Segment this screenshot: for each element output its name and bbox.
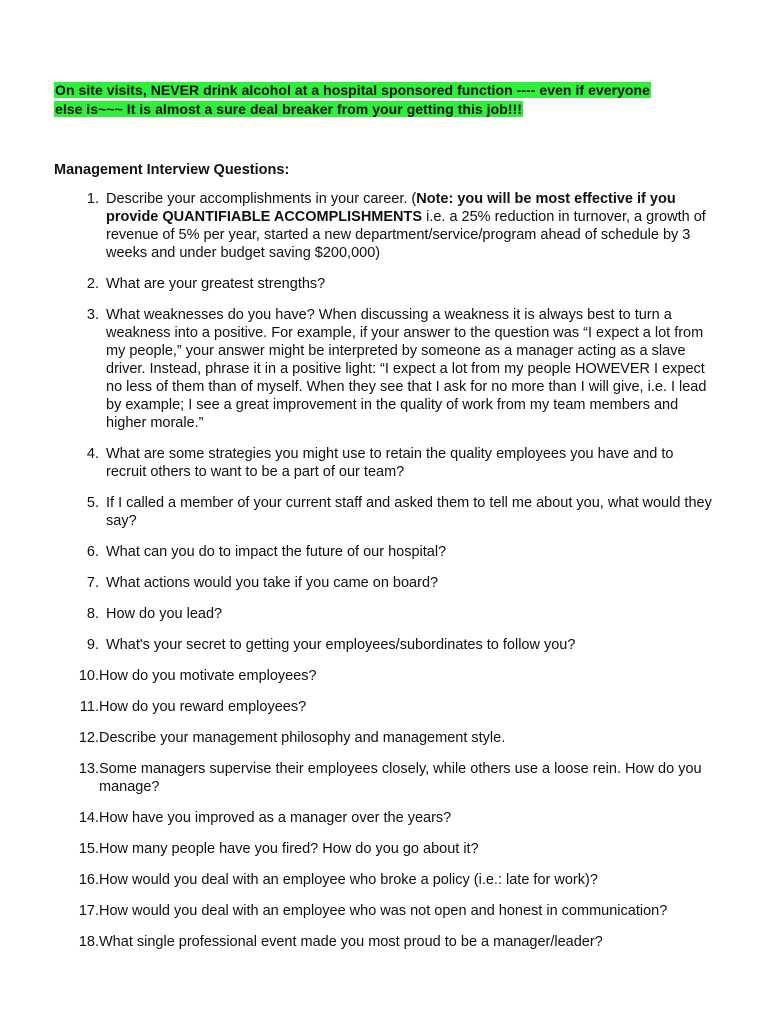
warning-line-1: On site visits, NEVER drink alcohol at a hospital sponsored function ---- even if everyone <box>55 82 650 98</box>
question-number: 11. <box>79 699 99 715</box>
question-text: How would you deal with an employee who was not open and honest in communication? <box>99 903 668 919</box>
question-text-pre: Describe your accomplishments in your career. ( <box>106 191 417 207</box>
question-item <box>54 306 716 432</box>
question-item <box>54 667 716 685</box>
question-item <box>54 933 716 951</box>
question-text: What actions would you take if you came on board? <box>106 575 439 591</box>
question-number: 15. <box>78 841 99 857</box>
question-item <box>54 902 716 920</box>
question-text: Describe your management philosophy and management style. <box>99 730 506 746</box>
question-text: How many people have you fired? How do you go about it? <box>99 841 479 857</box>
question-list <box>54 190 716 964</box>
question-number: 4. <box>86 446 99 462</box>
question-item <box>54 543 716 561</box>
question-number: 18. <box>78 934 99 950</box>
question-text: How do you lead? <box>106 606 223 622</box>
question-item <box>54 809 716 827</box>
question-text <box>99 190 716 262</box>
question-number: 12. <box>78 730 99 746</box>
question-item <box>54 574 716 592</box>
question-text-post: i.e. a 25% reduction in turnover, a growth of revenue of 5% per year, started a new department/service/program ahead of schedule by 3 weeks and under budget saving $200,000) <box>106 209 706 261</box>
question-text: What are your greatest strengths? <box>106 276 326 292</box>
question-item <box>54 871 716 889</box>
question-number: 1. <box>86 191 99 207</box>
question-number: 8. <box>86 606 99 622</box>
question-number: 13. <box>78 761 99 777</box>
question-number: 5. <box>86 495 99 511</box>
question-text-note: Note: you will be most effective if you provide QUANTIFIABLE ACCOMPLISHMENTS <box>106 191 676 225</box>
question-text: How do you reward employees? <box>99 699 307 715</box>
question-number: 16. <box>78 872 99 888</box>
question-item <box>54 760 716 796</box>
question-item <box>54 729 716 747</box>
warning-line-2: else is~~~ It is almost a sure deal breaker from your getting this job!!! <box>55 101 522 117</box>
question-number: 3. <box>86 307 99 323</box>
question-text: How would you deal with an employee who broke a policy (i.e.: late for work)? <box>99 872 598 888</box>
question-number: 2. <box>86 276 99 292</box>
question-text: What single professional event made you most proud to be a manager/leader? <box>99 934 603 950</box>
question-number: 9. <box>86 637 99 653</box>
question-item <box>54 275 716 293</box>
question-number: 6. <box>86 544 99 560</box>
highlighted-warning <box>54 81 704 119</box>
section-title: Management Interview Questions: <box>54 162 290 178</box>
question-text: What can you do to impact the future of our hospital? <box>106 544 447 560</box>
question-item <box>54 605 716 623</box>
question-text: How have you improved as a manager over the years? <box>99 810 452 826</box>
question-item <box>54 494 716 530</box>
question-item <box>54 840 716 858</box>
question-number: 17. <box>78 903 99 919</box>
question-number: 10. <box>78 668 99 684</box>
question-text: If I called a member of your current staff and asked them to tell me about you, what would they say? <box>106 495 712 529</box>
question-number: 14. <box>78 810 99 826</box>
question-text: What weaknesses do you have? When discussing a weakness it is always best to turn a weakness into a positive. For example, if your answer to the question was “I expect a lot from my people,” your answer might be interpreted by someone as a manager acting as a slave driver. Instead, phrase it in a positive light: “I expect a lot from my people HOWEVER I expect no less of them than of myself. When they see that I ask for no more than I will give, i.e. I lead by example; I see a great improvement in the quality of work from my team members and higher morale.” <box>106 307 707 431</box>
question-text: Some managers supervise their employees closely, while others use a loose rein. How do you manage? <box>99 761 702 795</box>
question-number: 7. <box>86 575 99 591</box>
question-text: How do you motivate employees? <box>99 668 317 684</box>
question-item <box>54 698 716 716</box>
question-item <box>54 445 716 481</box>
question-text: What are some strategies you might use to retain the quality employees you have and to recruit others to want to be a part of our team? <box>106 446 674 480</box>
question-item <box>54 190 716 262</box>
question-text: What's your secret to getting your employees/subordinates to follow you? <box>106 637 576 653</box>
question-item <box>54 636 716 654</box>
